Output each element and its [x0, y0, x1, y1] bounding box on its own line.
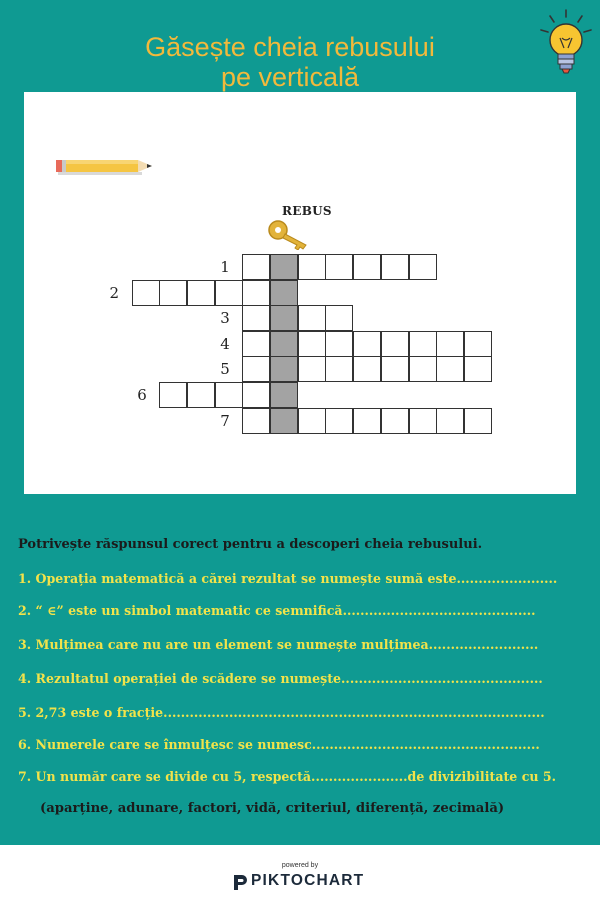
- question-2: 2. “ ∈” este un simbol matematic ce semnifică............................................: [18, 603, 536, 618]
- crossword-cell[interactable]: [436, 356, 464, 382]
- key-column-cell[interactable]: [270, 280, 298, 306]
- crossword-cell[interactable]: [325, 331, 353, 357]
- question-1: 1. Operația matematică a cărei rezultat se numește sumă este.......................: [18, 571, 558, 586]
- crossword-cell[interactable]: [353, 408, 381, 434]
- row-number: 3: [220, 309, 230, 328]
- key-column-cell[interactable]: [270, 254, 298, 280]
- crossword-cell[interactable]: [242, 254, 270, 280]
- key-column-label: REBUS: [282, 204, 332, 218]
- question-7: 7. Un număr care se divide cu 5, respectă......................de divizibilitate cu 5.: [18, 769, 557, 784]
- brand-name: PIKTOCHART: [251, 872, 365, 889]
- crossword-cell[interactable]: [381, 408, 409, 434]
- key-column-cell[interactable]: [270, 356, 298, 382]
- crossword-cell[interactable]: [187, 280, 215, 306]
- crossword-cell[interactable]: [132, 280, 160, 306]
- crossword-cell[interactable]: [381, 331, 409, 357]
- crossword-cell[interactable]: [381, 356, 409, 382]
- crossword-cell[interactable]: [325, 356, 353, 382]
- crossword-cell[interactable]: [353, 331, 381, 357]
- crossword-cell[interactable]: [325, 254, 353, 280]
- crossword-cell[interactable]: [242, 356, 270, 382]
- crossword-cell[interactable]: [159, 382, 187, 408]
- key-column-cell[interactable]: [270, 408, 298, 434]
- crossword-cell[interactable]: [464, 331, 492, 357]
- title-line-1: Găsește cheia rebusului: [145, 32, 435, 62]
- crossword-cell[interactable]: [464, 356, 492, 382]
- key-column-cell[interactable]: [270, 382, 298, 408]
- question-3: 3. Mulțimea care nu are un element se numește mulțimea.........................: [18, 637, 539, 652]
- piktochart-icon: [233, 874, 247, 891]
- crossword-cell[interactable]: [353, 356, 381, 382]
- pencil-icon: [56, 158, 156, 176]
- title-line-2: pe verticală: [220, 62, 360, 92]
- crossword-cell[interactable]: [464, 408, 492, 434]
- crossword-cell[interactable]: [215, 382, 243, 408]
- row-number: 1: [220, 258, 230, 276]
- question-5: 5. 2,73 este o fracție.......................................................................................: [18, 705, 545, 720]
- crossword-cell[interactable]: [298, 408, 326, 434]
- piktochart-logo[interactable]: [233, 872, 373, 894]
- answer-options: (aparține, adunare, factori, vidă, criteriul, diferență, zecimală): [40, 801, 505, 816]
- crossword-cell[interactable]: [298, 305, 326, 331]
- crossword-cell[interactable]: [298, 254, 326, 280]
- crossword-panel: [24, 92, 576, 494]
- key-column-cell[interactable]: [270, 331, 298, 357]
- crossword-cell[interactable]: [381, 254, 409, 280]
- question-4: 4. Rezultatul operației de scădere se numește..............................................: [18, 671, 543, 686]
- crossword-cell[interactable]: [242, 382, 270, 408]
- crossword-cell[interactable]: [242, 280, 270, 306]
- lightbulb-icon: [538, 8, 594, 80]
- crossword-cell[interactable]: [409, 331, 437, 357]
- crossword-cell[interactable]: [325, 305, 353, 331]
- crossword-cell[interactable]: [242, 305, 270, 331]
- crossword-cell[interactable]: [436, 408, 464, 434]
- instructions-intro: Potrivește răspunsul corect pentru a descoperi cheia rebusului.: [18, 537, 483, 552]
- crossword-cell[interactable]: [159, 280, 187, 306]
- crossword-cell[interactable]: [409, 254, 437, 280]
- row-number: 2: [109, 283, 120, 302]
- crossword-cell[interactable]: [353, 254, 381, 280]
- crossword-cell[interactable]: [325, 408, 353, 434]
- question-6: 6. Numerele care se înmulțesc se numesc....................................................: [18, 737, 540, 752]
- crossword-cell[interactable]: [409, 408, 437, 434]
- crossword-cell[interactable]: [242, 408, 270, 434]
- crossword-cell[interactable]: [298, 356, 326, 382]
- crossword-cell[interactable]: [436, 331, 464, 357]
- row-number: 7: [220, 411, 230, 430]
- crossword-cell[interactable]: [242, 331, 270, 357]
- crossword-cell[interactable]: [215, 280, 243, 306]
- powered-by-label: powered by: [281, 862, 319, 869]
- crossword-cell[interactable]: [298, 331, 326, 357]
- key-icon: [266, 218, 314, 250]
- row-number: 5: [220, 360, 230, 379]
- footer: [0, 845, 600, 908]
- crossword-cell[interactable]: [409, 356, 437, 382]
- key-column-cell[interactable]: [270, 305, 298, 331]
- row-number: 6: [137, 386, 147, 404]
- row-number: 4: [220, 334, 230, 353]
- crossword-cell[interactable]: [187, 382, 215, 408]
